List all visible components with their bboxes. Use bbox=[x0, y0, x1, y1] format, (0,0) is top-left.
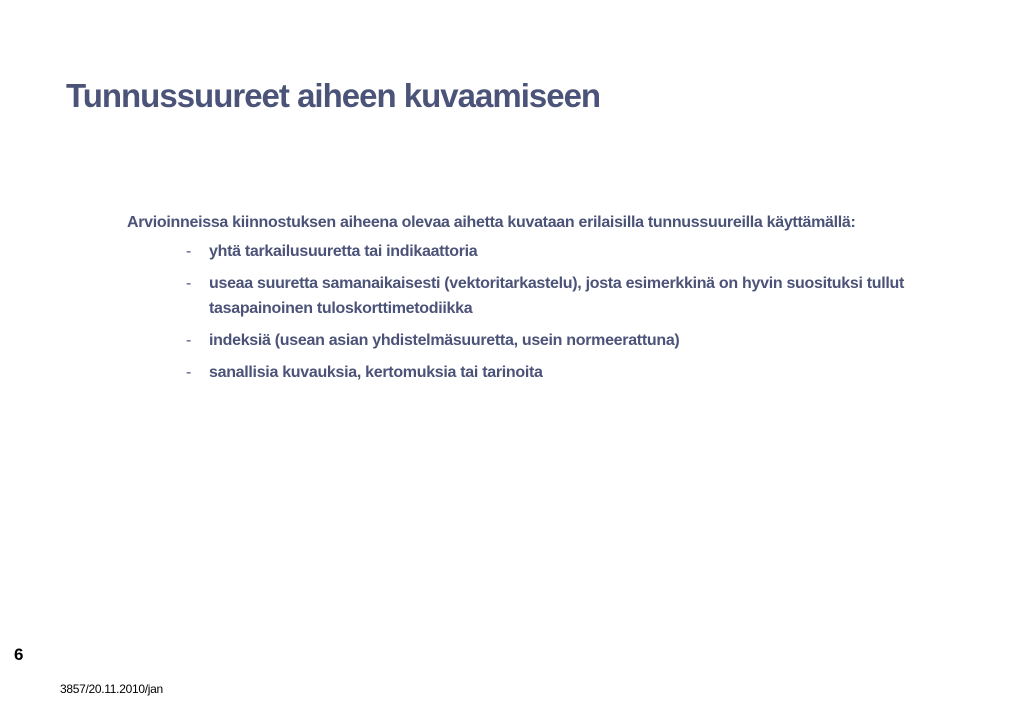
bullet-dash: - bbox=[186, 364, 192, 381]
bullet-text: yhtä tarkailusuuretta tai indikaattoria bbox=[209, 243, 478, 260]
bullet-list bbox=[127, 239, 907, 385]
bullet-item bbox=[127, 271, 907, 321]
bullet-text: useaa suuretta samanaikaisesti (vektoritarkastelu), josta esimerkkinä on hyvin suosituksi tullut tasapainoinen tuloskorttimetodiikka bbox=[209, 275, 905, 317]
bullet-dash: - bbox=[186, 243, 192, 260]
intro-text: Arvioinneissa kiinnostuksen aiheena olevaa aihetta kuvataan erilaisilla tunnussuureilla käyttämällä: bbox=[127, 214, 856, 231]
slide-body bbox=[127, 211, 907, 392]
page-number: 6 bbox=[14, 645, 24, 664]
slide-title: Tunnussuureet aiheen kuvaamiseen bbox=[66, 77, 601, 114]
bullet-item bbox=[127, 239, 907, 264]
bullet-item bbox=[127, 328, 907, 353]
bullet-item bbox=[127, 360, 907, 385]
document-code: 3857/20.11.2010/jan bbox=[60, 682, 163, 696]
bullet-text: sanallisia kuvauksia, kertomuksia tai tarinoita bbox=[209, 364, 543, 381]
bullet-dash: - bbox=[186, 275, 192, 292]
bullet-text: indeksiä (usean asian yhdistelmäsuuretta, usein normeerattuna) bbox=[209, 332, 680, 349]
bullet-dash: - bbox=[186, 332, 192, 349]
